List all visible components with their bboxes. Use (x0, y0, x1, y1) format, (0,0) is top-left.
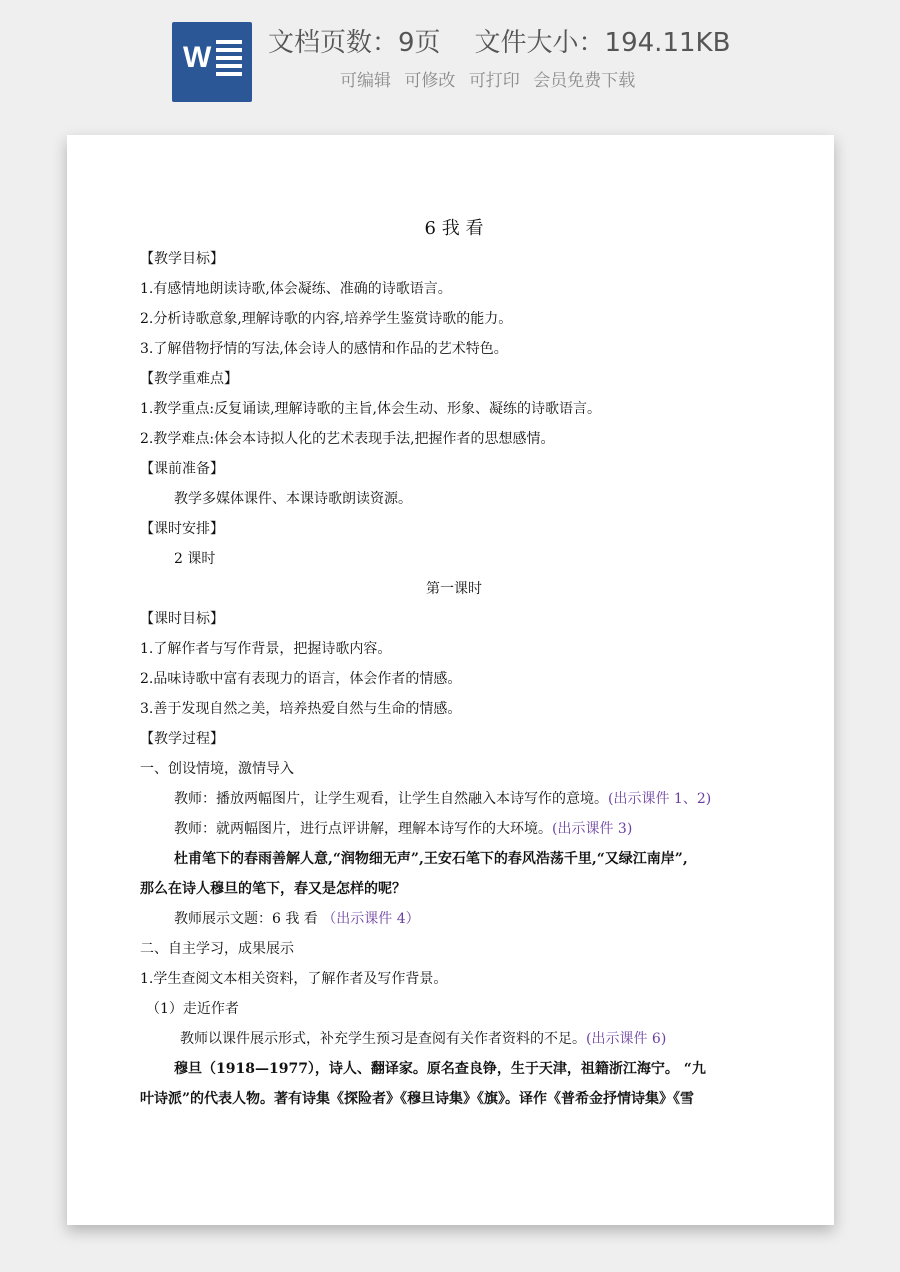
file-info (268, 22, 730, 59)
slide-note: (出示课件 6) (586, 1031, 667, 1047)
document-content (140, 214, 768, 1114)
heading-preparation: 【课前准备】 (140, 461, 224, 477)
paragraph-bold: 穆旦（1918—1977），诗人、翻译家。原名查良铮，生于天津，祖籍浙江海宁。 “九 (174, 1061, 706, 1077)
section-heading: 二、自主学习，成果展示 (140, 941, 294, 957)
paragraph-text: 教师以课件展示形式，补充学生预习是查阅有关作者资料的不足。 (180, 1031, 586, 1047)
word-logo-lines (216, 40, 242, 84)
heading-goals: 【教学目标】 (140, 251, 224, 267)
paragraph-bold: 那么在诗人穆旦的笔下，春又是怎样的呢？ (140, 881, 406, 897)
file-size: 文件大小：194.11KB (474, 28, 731, 58)
paragraph-bold: 叶诗派”的代表人物。著有诗集《探险者》《穆旦诗集》《旗》。译作《普希金抒情诗集》《雪 (140, 1091, 695, 1107)
page-count: 文档页数：9页 (268, 28, 441, 58)
section-heading: 一、创设情境，激情导入 (140, 761, 294, 777)
heading-schedule: 【课时安排】 (140, 521, 224, 537)
key-point-item: 1.教学重点:反复诵读,理解诗歌的主旨,体会生动、形象、凝练的诗歌语言。 (140, 401, 601, 417)
slide-note: (出示课件 3) (552, 821, 633, 837)
download-banner (0, 0, 900, 130)
heading-lesson-goals: 【课时目标】 (140, 611, 224, 627)
subsection-heading: （1）走近作者 (146, 1001, 239, 1017)
doc-title: 6 我 看 (424, 218, 484, 239)
lesson-one-heading: 第一课时 (426, 581, 482, 597)
word-document-icon (172, 22, 252, 102)
document-page (67, 135, 834, 1225)
goal-item: 1.有感情地朗读诗歌,体会凝练、准确的诗歌语言。 (140, 281, 452, 297)
slide-note: （出示课件 4） (322, 911, 420, 927)
paragraph-bold: 杜甫笔下的春雨善解人意,“润物细无声”,王安石笔下的春风浩荡千里,“又绿江南岸”, (174, 851, 688, 867)
paragraph-text: 教师：播放两幅图片，让学生观看，让学生自然融入本诗写作的意境。 (174, 791, 608, 807)
paragraph (140, 1024, 768, 1054)
slide-note: (出示课件 1、2) (608, 791, 712, 807)
paragraph (140, 784, 768, 814)
word-logo-letter: W (183, 41, 212, 74)
goal-item: 3.了解借物抒情的写法,体会诗人的感情和作品的艺术特色。 (140, 341, 508, 357)
feature-modifiable: 可修改 (404, 71, 456, 91)
paragraph (140, 904, 768, 934)
feature-member-download: 会员免费下载 (533, 71, 636, 91)
paragraph-text: 教师展示文题：6 我 看 (174, 911, 323, 927)
subsection-heading: 1.学生查阅文本相关资料，了解作者及写作背景。 (140, 971, 448, 987)
paragraph (140, 814, 768, 844)
preparation-text: 教学多媒体课件、本课诗歌朗读资源。 (174, 491, 412, 507)
feature-printable: 可打印 (468, 71, 520, 91)
goal-item: 2.分析诗歌意象,理解诗歌的内容,培养学生鉴赏诗歌的能力。 (140, 311, 513, 327)
heading-key-points: 【教学重难点】 (140, 371, 238, 387)
feature-list (340, 66, 643, 91)
paragraph-text: 教师：就两幅图片，进行点评讲解，理解本诗写作的大环境。 (174, 821, 552, 837)
key-point-item: 2.教学难点:体会本诗拟人化的艺术表现手法,把握作者的思想感情。 (140, 431, 555, 447)
lesson-goal-item: 1.了解作者与写作背景，把握诗歌内容。 (140, 641, 392, 657)
lesson-goal-item: 2.品味诗歌中富有表现力的语言，体会作者的情感。 (140, 671, 462, 687)
feature-editable: 可编辑 (340, 71, 391, 91)
heading-process: 【教学过程】 (140, 731, 224, 747)
schedule-text: 2 课时 (174, 551, 216, 567)
lesson-goal-item: 3.善于发现自然之美，培养热爱自然与生命的情感。 (140, 701, 462, 717)
